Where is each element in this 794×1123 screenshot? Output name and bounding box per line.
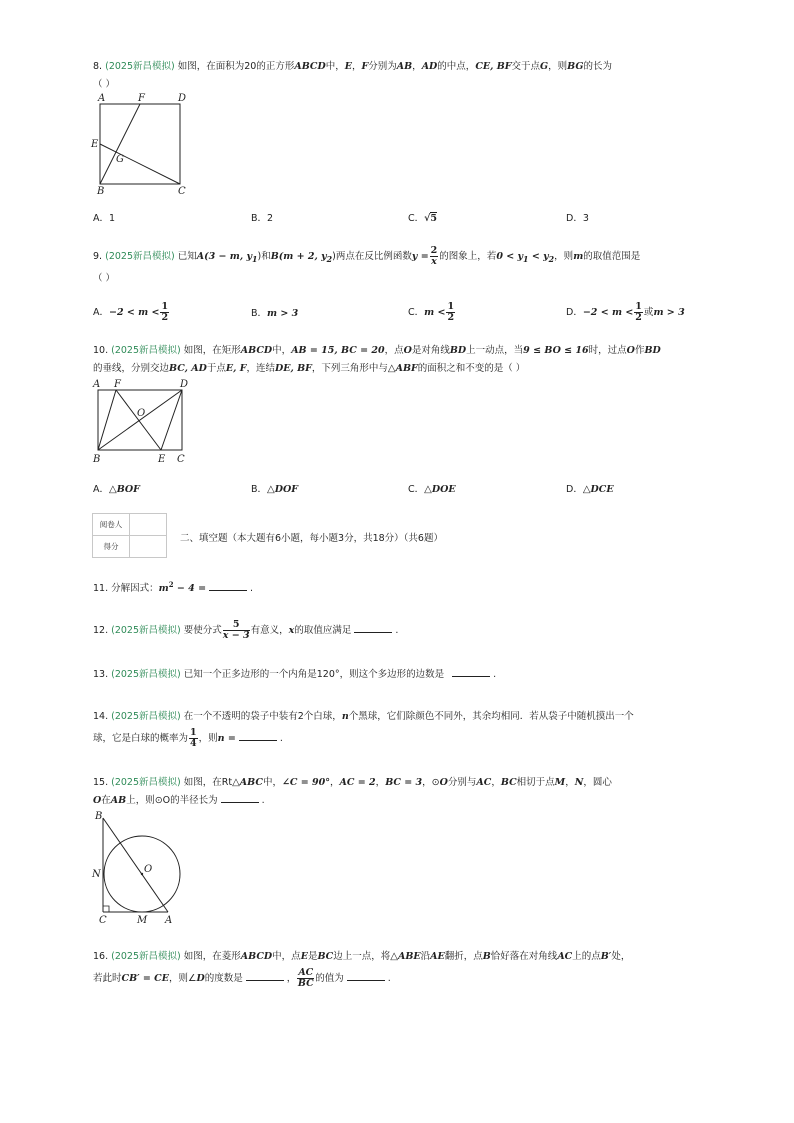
score-label: 得分 <box>93 536 130 558</box>
triangle-symbol: △ <box>267 484 275 495</box>
question-source: (2025新昌模拟) <box>105 251 175 262</box>
sqrt-value: 5 <box>430 213 438 224</box>
question-source: (2025新昌模拟) <box>111 711 181 722</box>
text: 是对角线 <box>411 345 450 356</box>
text: 已知一个正多边形的一个内角是120°，则这个多边形的边数是 <box>183 669 445 680</box>
text: ， <box>330 777 340 788</box>
math: −2 < m < <box>582 307 634 318</box>
denominator: 4 <box>190 738 197 749</box>
math: BD <box>644 345 661 356</box>
label-e: E <box>158 454 166 464</box>
math: −2 < m < <box>109 307 160 318</box>
text: ，下列三角形中与 <box>311 363 388 374</box>
option-a[interactable] <box>93 210 115 228</box>
segment-de <box>161 390 182 450</box>
option-b[interactable] <box>251 481 298 499</box>
figure-rectangle-abcd <box>88 376 192 464</box>
label-n: N <box>92 869 101 880</box>
numerator: 1 <box>447 301 455 312</box>
text: 是 <box>307 951 318 962</box>
math: m < <box>424 307 446 318</box>
label-b: B <box>95 811 103 822</box>
figure-square-abcd <box>88 90 198 195</box>
option-prefix: C． <box>408 213 425 224</box>
text: ，圆心 <box>583 777 612 788</box>
text: 如图，在面积为20的正方形 <box>177 61 295 72</box>
question-number: 15. <box>93 777 109 788</box>
question-number: 12. <box>93 625 109 636</box>
option-text: B．2 <box>251 213 274 224</box>
question-15-line1 <box>93 774 612 792</box>
math: ABC <box>239 777 263 788</box>
math: N <box>574 777 584 788</box>
fraction <box>160 302 169 323</box>
text: 中， <box>262 777 282 788</box>
answer-blank-angle[interactable] <box>246 970 284 981</box>
option-c[interactable] <box>408 302 456 323</box>
text: 分解因式： <box>111 583 159 595</box>
segment-bf <box>98 390 116 450</box>
math: AB <box>110 795 127 806</box>
option-prefix: A． <box>93 307 109 318</box>
answer-blank[interactable] <box>239 730 277 741</box>
text: 已知 <box>177 251 197 262</box>
math: x <box>288 625 295 636</box>
option-prefix: B． <box>251 484 268 495</box>
right-angle-mark <box>103 906 109 912</box>
math: BOF <box>116 484 140 495</box>
section-title: 二、填空题（本大题有6小题，每小题3分，共18分）（共6题） <box>180 533 443 544</box>
question-11 <box>93 576 253 598</box>
label-b: B <box>93 454 101 464</box>
option-c[interactable] <box>408 481 456 499</box>
fraction <box>430 246 439 267</box>
option-d[interactable] <box>566 302 685 323</box>
math: D <box>196 973 205 984</box>
text: ，则 <box>198 733 218 744</box>
text: 的中点， <box>437 61 476 72</box>
label-c: C <box>99 915 107 926</box>
math: ∠C = 90° <box>281 777 331 788</box>
text: 在 <box>101 795 111 806</box>
text: . <box>261 795 265 806</box>
text: ，点 <box>384 345 404 356</box>
text: 上一动点，当 <box>466 345 524 356</box>
text: . <box>387 973 391 984</box>
math: BG <box>567 61 584 72</box>
question-9-line1 <box>93 246 640 269</box>
triangle-symbol: △ <box>387 363 396 374</box>
denominator: 2 <box>447 312 455 323</box>
text: 翻折，点 <box>444 951 483 962</box>
question-10-line1 <box>93 342 661 360</box>
option-prefix: B． <box>251 308 268 319</box>
math: ABCD <box>240 951 273 962</box>
answer-blank[interactable] <box>221 792 259 803</box>
text: 分别为 <box>368 61 397 72</box>
text: )两点在反比例函数 <box>332 251 412 262</box>
text: 分别与 <box>447 777 477 788</box>
text: 球，它是白球的概率为 <box>93 733 189 744</box>
question-source: (2025新昌模拟) <box>111 345 181 356</box>
text: 个黑球，它们除颜色不同外，其余均相同．若从袋子中随机摸出一个 <box>348 711 634 722</box>
fraction <box>446 302 455 323</box>
text: 的度数是 <box>204 973 243 984</box>
text: 的取值应满足 <box>294 625 352 636</box>
text: 如图，在菱形 <box>183 951 241 962</box>
reviewer-label: 阅卷人 <box>93 514 130 536</box>
answer-blank[interactable] <box>452 666 490 677</box>
segment-bf <box>100 104 140 184</box>
text: ， <box>375 777 386 788</box>
text: 的值为 <box>315 973 344 984</box>
diagonal-bd <box>98 390 182 450</box>
section-2-title <box>180 530 443 548</box>
text: ，连结 <box>246 363 275 374</box>
math: CE, BF <box>475 61 512 72</box>
text: ，则∠ <box>169 973 197 984</box>
math: DCE <box>590 484 614 495</box>
triangle-symbol: △ <box>424 484 432 495</box>
text: 的垂线，分别交边 <box>93 363 170 374</box>
question-number: 9. <box>93 251 103 262</box>
numerator: AC <box>298 967 314 978</box>
label-e: E <box>91 139 99 150</box>
math: CB′ = CE <box>121 973 169 984</box>
denominator: 2 <box>161 312 169 323</box>
answer-paren: （ ） <box>93 79 116 90</box>
option-b[interactable] <box>251 210 273 228</box>
math: − 4 = <box>173 583 207 595</box>
text: 相切于点 <box>516 777 555 788</box>
numerator: 1 <box>190 727 197 738</box>
text: . <box>395 625 399 636</box>
math: O <box>403 345 412 356</box>
math: DOF <box>274 484 298 495</box>
math: m > 3 <box>267 308 299 319</box>
label-c: C <box>178 186 186 195</box>
option-prefix: A． <box>93 484 109 495</box>
math: 9 ≤ BO ≤ 16 <box>523 345 589 356</box>
question-source: (2025新昌模拟) <box>105 61 175 72</box>
math: ABE <box>397 951 421 962</box>
text: 沿 <box>420 951 431 962</box>
text: 交于点 <box>511 61 541 72</box>
math: BC = 3 <box>385 777 423 788</box>
text: ， <box>565 777 575 788</box>
text: )和 <box>257 251 271 262</box>
text: 有意义， <box>250 625 289 636</box>
math: DOE <box>431 484 456 495</box>
text: 处， <box>611 951 631 962</box>
fraction <box>189 728 198 749</box>
math: O <box>439 777 448 788</box>
numerator: 1 <box>161 301 169 312</box>
text: 时，过点 <box>588 345 627 356</box>
label-o: O <box>144 864 153 875</box>
math: B <box>482 951 491 962</box>
question-14-line2 <box>93 728 283 749</box>
math: BD <box>449 345 467 356</box>
option-prefix: C． <box>408 484 425 495</box>
option-prefix: D． <box>566 307 583 318</box>
math: G <box>540 61 549 72</box>
text: ，⊙ <box>422 777 440 788</box>
math: F <box>361 61 369 72</box>
math: BC <box>317 951 334 962</box>
question-16-line1 <box>93 948 630 966</box>
denominator: x − 3 <box>222 630 250 641</box>
math: A(3 − m, y <box>196 251 252 262</box>
math: B′ <box>600 951 612 962</box>
math: n = <box>217 733 236 744</box>
option-c[interactable] <box>408 210 437 228</box>
question-number: 8. <box>93 61 103 72</box>
text: ，则 <box>554 251 574 262</box>
answer-blank-ratio[interactable] <box>347 970 385 981</box>
question-13 <box>93 666 496 684</box>
question-source: (2025新昌模拟) <box>111 951 181 962</box>
question-14-line1 <box>93 708 634 726</box>
answer-paren: （ ） <box>93 273 116 284</box>
triangle-symbol: △ <box>232 777 240 788</box>
option-a[interactable] <box>93 302 170 323</box>
answer-blank[interactable] <box>354 622 392 633</box>
math: AC <box>476 777 492 788</box>
math: BC <box>500 777 517 788</box>
text: 中， <box>325 61 345 72</box>
score-table <box>92 513 167 558</box>
option-d[interactable] <box>566 210 589 228</box>
question-number: 14. <box>93 711 109 722</box>
text: ， <box>351 61 362 72</box>
question-source: (2025新昌模拟) <box>111 669 181 680</box>
math: 0 < y <box>496 251 524 262</box>
math-sub: 2 <box>326 254 333 264</box>
option-b[interactable] <box>251 305 298 323</box>
text: 边上一点，将 <box>333 951 391 962</box>
math-sub: 2 <box>548 254 555 264</box>
math: O <box>93 795 102 806</box>
math: O <box>626 345 635 356</box>
triangle-symbol: △ <box>109 484 117 495</box>
fraction <box>297 968 314 989</box>
fraction <box>634 302 643 323</box>
text: 中， <box>272 345 292 356</box>
label-f: F <box>138 93 145 104</box>
score-cell <box>130 536 167 558</box>
text: 上，则⊙O的半径长为 <box>126 795 218 806</box>
text: 上的点 <box>572 951 601 962</box>
math: BC, AD <box>169 363 207 374</box>
text: 于点 <box>206 363 226 374</box>
question-number: 16. <box>93 951 109 962</box>
option-prefix: D． <box>566 484 583 495</box>
question-9-paren <box>93 270 115 288</box>
denominator: 2 <box>635 312 642 323</box>
segment-ce <box>100 144 180 184</box>
question-source: (2025新昌模拟) <box>111 777 181 788</box>
label-o: O <box>137 408 146 419</box>
text: 中，点 <box>272 951 301 962</box>
label-m: M <box>137 915 148 926</box>
label-a: A <box>165 915 173 926</box>
text: 的面积之和不变的是（ ） <box>417 363 526 374</box>
math: E <box>300 951 308 962</box>
text: . <box>250 583 254 595</box>
math: E, F <box>225 363 247 374</box>
question-8-line1 <box>93 58 612 76</box>
math: AC = 2 <box>339 777 376 788</box>
label-a: A <box>98 93 106 104</box>
text: . <box>493 669 497 680</box>
math: ABCD <box>294 61 326 72</box>
text: 恰好落在对角线 <box>490 951 558 962</box>
answer-blank[interactable] <box>209 580 247 591</box>
option-a[interactable] <box>93 481 140 499</box>
label-d: D <box>178 93 187 104</box>
math: E <box>344 61 352 72</box>
text: ， <box>286 973 297 984</box>
text: 作 <box>634 345 645 356</box>
segment-fe <box>116 390 161 450</box>
text: 的取值范围是 <box>583 251 641 262</box>
option-d[interactable] <box>566 481 614 499</box>
text: 若此时 <box>93 973 122 984</box>
reviewer-cell <box>130 514 167 536</box>
math: y = <box>411 251 429 262</box>
question-number: 13. <box>93 669 109 680</box>
text: 的图象上，若 <box>439 251 497 262</box>
question-16-line2 <box>93 968 391 989</box>
denominator: x <box>431 256 437 267</box>
numerator: 5 <box>223 620 250 631</box>
figure-triangle-circle <box>88 808 192 926</box>
text: 或 <box>643 307 654 318</box>
question-number: 10. <box>93 345 109 356</box>
numerator: 2 <box>430 245 438 256</box>
question-number: 11. <box>93 583 109 595</box>
math: m > 3 <box>653 307 685 318</box>
option-prefix: C． <box>408 307 425 318</box>
math-sup: 2 <box>168 580 174 589</box>
triangle-symbol: △ <box>390 951 398 962</box>
math: AE <box>430 951 445 962</box>
text: ， <box>491 777 501 788</box>
math-sub: 1 <box>252 254 258 264</box>
fraction <box>223 620 250 641</box>
text: 如图，在Rt <box>183 777 233 788</box>
label-d: D <box>180 379 189 390</box>
label-g: G <box>116 154 124 165</box>
label-f: F <box>114 379 121 390</box>
math: m <box>158 583 169 595</box>
math: AC <box>557 951 573 962</box>
math: M <box>554 777 566 788</box>
label-b: B <box>97 186 105 195</box>
math: < y <box>528 251 549 262</box>
math: AB <box>396 61 413 72</box>
text: . <box>279 733 283 744</box>
text: ，则 <box>548 61 568 72</box>
option-text: A．1 <box>93 213 116 224</box>
math: B(m + 2, y <box>270 251 327 262</box>
math: m <box>573 251 584 262</box>
sqrt-symbol: √ <box>424 213 431 224</box>
text: ， <box>412 61 422 72</box>
option-text: D．3 <box>566 213 589 224</box>
text: 的长为 <box>583 61 613 72</box>
math: AD <box>421 61 438 72</box>
text: 如图，在矩形 <box>183 345 241 356</box>
math: DE, BF <box>274 363 312 374</box>
square-outline <box>100 104 180 184</box>
center-point <box>141 873 143 875</box>
math: ABCD <box>240 345 273 356</box>
denominator: BC <box>297 978 314 989</box>
question-12 <box>93 620 398 641</box>
label-c: C <box>177 454 185 464</box>
triangle-symbol: △ <box>582 484 591 495</box>
label-a: A <box>93 379 101 390</box>
text: 要使分式 <box>183 625 222 636</box>
math: AB = 15, BC = 20 <box>291 345 385 356</box>
math: ABF <box>395 363 418 374</box>
text: 在一个不透明的袋子中装有2个白球， <box>183 711 342 722</box>
question-source: (2025新昌模拟) <box>111 625 181 636</box>
numerator: 1 <box>635 301 642 312</box>
math-sub: 1 <box>523 254 529 264</box>
math: n <box>341 711 349 722</box>
